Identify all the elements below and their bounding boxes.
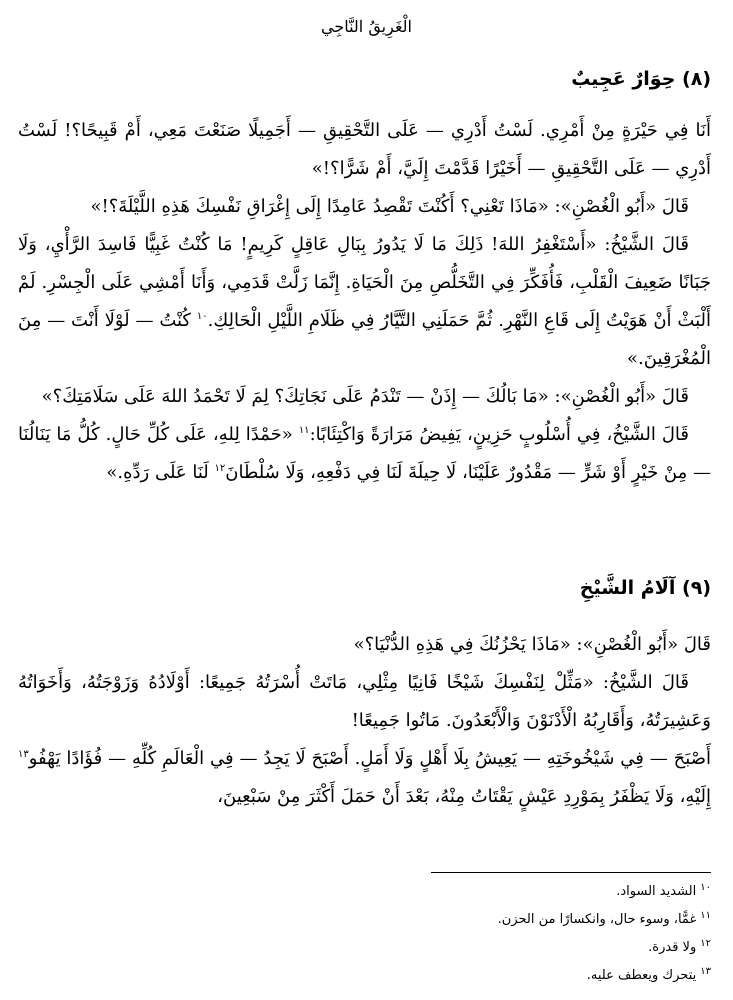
paragraph-text: قَالَ الشَّيْخُ: «مَثِّلْ لِنَفْسِكَ شَيْخًا فَانِيًا مِثْلِي، مَاتَتْ أُسْرَتُهُ جَمِيعًا: أَوْلَادُهُ وَزَوْجَتُهُ، وَأَخَوَاتُهُ وَعَشِيرَتُهُ، وَأَقَارِبُهُ الْأَدْنَوْنَ وَالْأَبْعَدُونَ. مَاتُوا جَمِيعًا! — [18, 672, 711, 731]
paragraph-text: كُنْتُ — لَوْلَا أَنْتَ — مِنَ الْمُغْرَقِينَ.» — [18, 310, 711, 369]
paragraph-text: أَصْبَحَ — فِي شَيْخُوخَتِهِ — يَعِيشُ بِلَا أَهْلٍ وَلَا أَمَلٍ. أَصْبَحَ لَا يَجِدُ — فِي الْعَالَمِ كُلِّهِ — فُؤَادًا يَهْفُو — [28, 748, 711, 769]
paragraph-text: قَالَ الشَّيْخُ، فِي أُسْلُوبٍ حَزِينٍ، يَفِيضُ مَرَارَةً وَاكْتِئَابًا: — [309, 424, 690, 445]
footnote-text: ولا قدرة. — [648, 940, 697, 955]
paragraph-text: إِلَيْهِ، وَلَا يَظْفَرُ بِمَوْرِدِ عَيْشٍ يَقْتَاتُ مِنْهُ، بَعْدَ أَنْ حَمَلَ أَكْثَرَ مِنْ سَبْعِينَ، — [217, 786, 711, 807]
paragraph — [18, 188, 711, 226]
footnotes — [22, 878, 711, 990]
running-header: الْغَرِيقُ النَّاجِي — [321, 17, 412, 36]
paragraph — [18, 226, 711, 378]
paragraph-text: «حَمْدًا لِلهِ، عَلَى كُلِّ حَالٍ. كُلُّ مَا يَنَالُنَا — مِنْ خَيْرٍ أَوْ شَرٍّ — مَقْدُورٌ عَلَيْنَا، لَا حِيلَةَ لَنَا فِي دَفْعِهِ، وَلَا سُلْطَانَ — [18, 424, 711, 483]
paragraph — [18, 416, 711, 492]
footnote-number: ١٢ — [700, 937, 711, 949]
paragraph-text: قَالَ «أَبُو الْغُصْنِ»: «مَاذَا يَحْزُنُكَ فِي هَذِهِ الدُّنْيَا؟» — [353, 634, 711, 655]
footnote-ref-11: ١١ — [298, 425, 310, 436]
footnote-13 — [22, 962, 711, 990]
section-8-body — [18, 112, 711, 492]
footnote-text: يتحرك ويعطف عليه. — [586, 968, 697, 983]
footnote-text: غمًّا، وسوء حال، وانكسارًا من الحزن. — [497, 912, 697, 927]
paragraph — [18, 664, 711, 740]
paragraph — [18, 378, 711, 416]
paragraph-text: أَنَا فِي حَيْرَةٍ مِنْ أَمْرِي. لَسْتُ أَدْرِي — عَلَى التَّحْقِيقِ — أَجَمِيلًا صَنَعْتَ مَعِي، أَمْ قَبِيحًا؟! لَسْتُ أَدْرِي — عَلَى التَّحْقِيقِ — أَخَيْرًا قَدَّمْتَ إِلَيَّ، أَمْ شَرًّا؟!» — [18, 120, 711, 179]
footnote-number: ١١ — [700, 909, 711, 921]
paragraph-text: قَالَ «أَبُو الْغُصْنِ»: «مَا بَالُكَ — إِذَنْ — تَنْدَمُ عَلَى نَجَاتِكَ؟ لِمَ لَا تَحْمَدُ اللهَ عَلَى سَلَامَتِكَ؟» — [41, 386, 689, 407]
section-9-body — [18, 626, 711, 816]
footnote-number: ١٣ — [700, 965, 711, 977]
footnote-11 — [22, 906, 711, 934]
footnote-ref-12: ١٢ — [214, 463, 226, 474]
footnote-12 — [22, 934, 711, 962]
footnote-text: الشديد السواد. — [616, 884, 697, 899]
section-heading-8: (٨) حِوَارٌ عَجِيبٌ — [571, 68, 711, 90]
footnote-ref-10: ١٠ — [196, 311, 208, 322]
paragraph — [18, 112, 711, 188]
paragraph-text: لَنَا عَلَى رَدِّهِ.» — [106, 462, 215, 483]
paragraph — [18, 740, 711, 816]
footnote-10 — [22, 878, 711, 906]
footnote-divider — [431, 872, 711, 873]
footnote-number: ١٠ — [700, 881, 711, 893]
paragraph — [18, 626, 711, 664]
footnote-ref-13: ١٣ — [18, 749, 29, 760]
section-heading-9: (٩) آلَامُ الشَّيْخِ — [579, 577, 711, 599]
paragraph-text: قَالَ الشَّيْخُ: «أَسْتَغْفِرُ اللهَ! ذَلِكَ مَا لَا يَدُورُ بِبَالِ عَاقِلٍ كَرِيمٍ! مَا كُنْتُ غَبِيًّا فَاسِدَ الرَّأْيِ، وَلَا جَبَانًا ضَعِيفَ الْقَلْبِ، فَأُفَكِّرَ فِي التَّخَلُّصِ مِنَ الْحَيَاةِ. إِنَّمَا زَلَّتْ قَدَمِي، وَأَنَا أَمْشِي عَلَى الْجِسْرِ. لَمْ أَلْبَثْ أَنْ هَوَيْتُ إِلَى قَاعِ النَّهْرِ. ثُمَّ حَمَلَنِي التَّيَّارُ فِي ظَلَامِ اللَّيْلِ الْحَالِكِ. — [18, 234, 711, 331]
paragraph-text: قَالَ «أَبُو الْغُصْنِ»: «مَاذَا تَعْنِي؟ أَكُنْتَ تَقْصِدُ عَامِدًا إِلَى إِغْرَاقِ نَفْسِكَ هَذِهِ اللَّيْلَةَ؟!» — [90, 196, 689, 217]
